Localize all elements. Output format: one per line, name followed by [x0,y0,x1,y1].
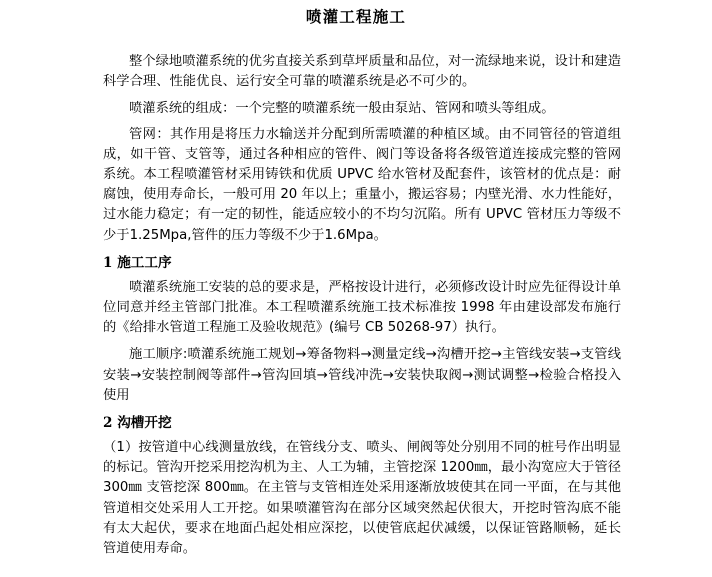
paragraph-spacer [103,92,621,99]
document-body [103,52,621,559]
paragraph-spacer [103,338,621,345]
paragraph-pipe-network: 管网：其作用是将压力水输送并分配到所需喷灌的种植区域。由不同管径的管道组成，如干管、支管等，通过各种相应的管件、阀门等设备将各级管道连接成完整的管网系统。本工程喷灌管材采用铸铁和优质 UPVC 给水管材及配套件，该管材的优点是：耐腐蚀，使用寿命长，一般可用 20 年以上；重量小，搬运容易；内壁光滑、水力性能好，过水能力稳定；有一定的韧性，能适应较小的不均匀沉陷。所有 UPVC 管材压力等级不少于1.25Mpa,管件的压力等级不少于1.6Mpa。 [103,126,621,243]
section-heading-trench-excavation: 2 沟槽开挖 [103,415,172,432]
page-title: 喷灌工程施工 [305,7,407,26]
paragraph-system-composition: 喷灌系统的组成：一个完整的喷灌系统一般由泵站、管网和喷头等组成。 [129,101,555,117]
paragraph-construction-sequence: 施工顺序:喷灌系统施工规划→筹备物料→测量定线→沟槽开挖→主管线安装→支管线安装→安装控制阀等部件→管沟回填→管线冲洗→安装快取阀→测试调整→检验合格投入使用 [103,347,621,403]
paragraph-spacer [103,246,621,253]
paragraph-construction-requirements: 喷灌系统施工安装的总的要求是，严格按设计进行，必须修改设计时应先征得设计单位同意并经主管部门批准。本工程喷灌系统施工技术标准按 1998 年由建设部发布施行的《给排水管道工程施工及验收规范》(编号 CB 50268-97）执行。 [103,279,621,336]
paragraph-excavation-item-1: （1）按管道中心线测量放线，在管线分支、喷头、闸阀等处分别用不同的桩号作出明显的标记。管沟开挖采用挖沟机为主、人工为辅，主管挖深 1200㎜，最小沟宽应大于管径 300㎜ 支管挖深 800㎜。在主管与支管相连处采用逐渐放坡使其在同一平面，在与其他管道相交处采用人工开挖。如果喷灌管沟在部分区域突然起伏很大，开挖时管沟底不能有太大起伏，要求在地面凸起处相应深挖，以使管底起伏减缓，以保证管路顺畅，延长管道使用寿命。 [103,440,621,557]
section-heading-construction-process: 1 施工工序 [103,254,172,271]
paragraph-spacer [103,406,621,413]
paragraph-intro: 整个绿地喷灌系统的优劣直接关系到草坪质量和品位，对一流绿地来说，设计和建造科学合理、性能优良、运行安全可靠的喷灌系统是必不可少的。 [103,54,621,90]
